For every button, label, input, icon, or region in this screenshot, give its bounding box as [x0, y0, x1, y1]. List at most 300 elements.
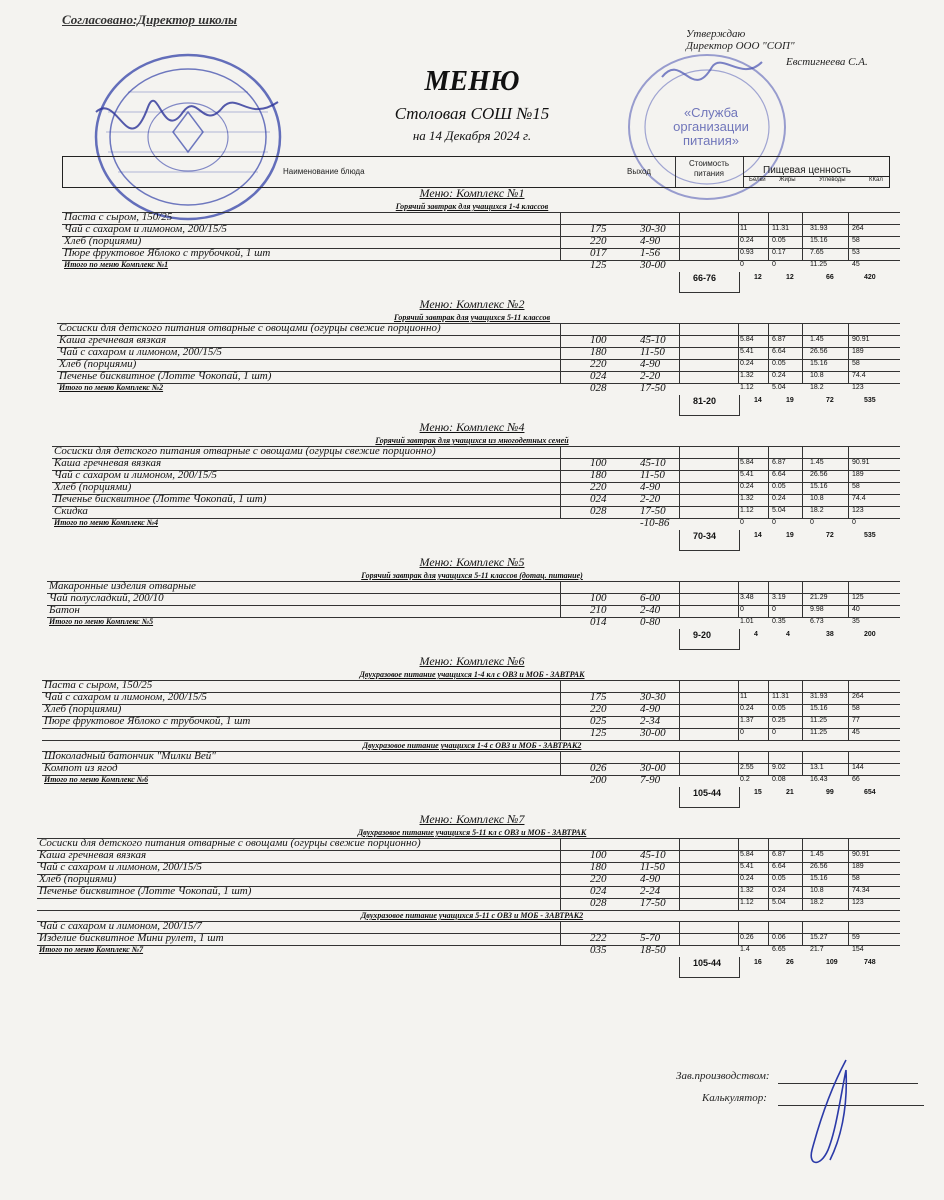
dish-proteins: 0.24	[740, 705, 754, 712]
table-row	[52, 495, 900, 507]
total-fats: 4	[786, 631, 790, 638]
column-divider	[679, 581, 680, 618]
dish-carbs: 1.45	[810, 336, 824, 343]
complex-total-label: Итого по меню Комплекс №7	[39, 945, 144, 954]
dish-output: 100	[590, 457, 607, 469]
dish-proteins: 1.01	[740, 618, 754, 625]
complex-subtitle: Двухразовое питание учащихся 5-11 кл с ОВЗ и МОБ - ЗАВТРАК	[357, 828, 587, 837]
dish-fats: 0.05	[772, 360, 786, 367]
dish-carbs: 0	[810, 519, 814, 526]
dish-name: Хлеб (порциями)	[54, 481, 132, 493]
dish-cost: 11-50	[640, 346, 665, 358]
dish-cost: 5-70	[640, 932, 661, 944]
dish-fats: 11.31	[772, 225, 789, 232]
dish-proteins: 0	[740, 606, 744, 613]
dish-cost: 1-56	[640, 247, 661, 259]
total-carbs: 66	[826, 274, 834, 281]
dish-carbs: 16.43	[810, 776, 828, 783]
table-row	[57, 324, 900, 336]
column-divider	[802, 212, 803, 261]
dish-name: Чай с сахаром и лимоном, 200/15/5	[39, 861, 202, 873]
dish-cost: 17-50	[640, 382, 666, 394]
dish-output: 220	[590, 703, 607, 715]
dish-proteins: 0.26	[740, 934, 754, 941]
column-divider	[679, 921, 680, 946]
total-carbs: 38	[826, 631, 834, 638]
totals-row	[679, 958, 900, 970]
table-row	[540, 384, 900, 395]
total-cost: 105-44	[693, 788, 722, 798]
dish-fats: 0.05	[772, 875, 786, 882]
dish-output: 220	[590, 235, 607, 247]
calculator-label: Калькулятор:	[702, 1092, 767, 1104]
dish-kcal: 189	[852, 348, 864, 355]
dish-name: Печенье бисквитное (Лотте Чокопай, 1 шт)	[39, 885, 252, 897]
dish-fats: 6.65	[772, 946, 786, 953]
total-kcal: 420	[864, 274, 876, 281]
column-divider	[848, 446, 849, 519]
total-fats: 12	[786, 274, 794, 281]
column-divider	[768, 921, 769, 946]
dish-name: Пюре фруктовое Яблоко с трубочкой, 1 шт	[44, 715, 251, 727]
dish-kcal: 77	[852, 717, 860, 724]
dish-fats: 0.24	[772, 495, 786, 502]
column-divider	[679, 751, 680, 776]
dish-name: Батон	[49, 604, 80, 616]
header-fats: Жиры	[779, 177, 796, 183]
dish-proteins: 0	[740, 729, 744, 736]
table-row	[37, 887, 900, 899]
dish-cost: 11-50	[640, 469, 665, 481]
complex-title: Меню: Комплекс №7	[419, 812, 525, 826]
table-row	[62, 249, 900, 261]
dish-name: Чай с сахаром и лимоном, 200/15/5	[59, 346, 222, 358]
dish-proteins: 5.84	[740, 459, 754, 466]
complex-title: Меню: Комплекс №1	[419, 186, 525, 200]
column-divider	[768, 751, 769, 776]
dish-kcal: 125	[852, 594, 864, 601]
total-carbs: 99	[826, 789, 834, 796]
table-row	[47, 582, 900, 594]
dish-kcal: 74.34	[852, 887, 870, 894]
page-subtitle: Столовая СОШ №15	[394, 104, 550, 123]
dish-proteins: 5.41	[740, 471, 754, 478]
dish-proteins: 0.24	[740, 875, 754, 882]
column-divider	[679, 446, 680, 519]
dish-output: 028	[590, 505, 607, 517]
dish-fats: 6.64	[772, 348, 786, 355]
dish-output: 200	[590, 774, 607, 786]
dish-output: 024	[590, 370, 607, 382]
table-row	[42, 752, 900, 764]
dish-carbs: 10.8	[810, 887, 824, 894]
column-divider	[802, 680, 803, 741]
table-row	[540, 776, 900, 787]
column-divider	[802, 446, 803, 519]
dish-carbs: 15.16	[810, 360, 828, 367]
total-cost: 81-20	[693, 396, 717, 406]
complex-total-label: Итого по меню Комплекс №2	[59, 383, 164, 392]
dish-fats: 6.87	[772, 851, 786, 858]
dish-fats: 0.05	[772, 483, 786, 490]
dish-fats: 0	[772, 261, 776, 268]
dish-cost: 2-40	[640, 604, 661, 616]
table-row	[47, 606, 900, 618]
dish-cost: 45-10	[640, 457, 666, 469]
dish-cost: 30-00	[640, 762, 666, 774]
table-row	[57, 348, 900, 360]
dish-carbs: 15.16	[810, 875, 828, 882]
column-divider	[802, 921, 803, 946]
table-row	[42, 764, 900, 776]
dish-carbs: 18.2	[810, 507, 824, 514]
dish-name: Изделие бисквитное Мини рулет, 1 шт	[39, 932, 224, 944]
total-cost: 66-76	[693, 273, 717, 283]
table-row	[52, 447, 900, 459]
total-cost: 9-20	[693, 630, 712, 640]
dish-output: 014	[590, 616, 607, 628]
total-proteins: 15	[754, 789, 762, 796]
dish-kcal: 45	[852, 729, 860, 736]
production-label: Зав.производством:	[676, 1070, 770, 1082]
dish-carbs: 15.16	[810, 237, 828, 244]
dish-kcal: 264	[852, 693, 864, 700]
table-row	[47, 594, 900, 606]
table-row	[540, 261, 900, 272]
dish-output: 100	[590, 849, 607, 861]
dish-name: Хлеб (порциями)	[59, 358, 137, 370]
dish-fats: 6.87	[772, 459, 786, 466]
column-divider	[848, 751, 849, 776]
column-divider	[738, 581, 739, 618]
totals-row	[679, 630, 900, 642]
dish-name: Паста с сыром, 150/25	[64, 211, 173, 223]
dish-kcal: 45	[852, 261, 860, 268]
dish-proteins: 0.2	[740, 776, 750, 783]
dish-name: Макаронные изделия отварные	[49, 580, 196, 592]
dish-fats: 0	[772, 729, 776, 736]
dish-fats: 0.05	[772, 705, 786, 712]
complex-total-label: Итого по меню Комплекс №1	[64, 260, 169, 269]
column-divider	[848, 323, 849, 384]
total-proteins: 16	[754, 959, 762, 966]
dish-cost: 4-90	[640, 235, 661, 247]
column-divider	[768, 323, 769, 384]
dish-fats: 0.24	[772, 372, 786, 379]
dish-carbs: 15.27	[810, 934, 828, 941]
total-fats: 19	[786, 397, 794, 404]
dish-cost: 30-30	[640, 223, 666, 235]
dish-carbs: 26.56	[810, 471, 828, 478]
dish-name: Печенье бисквитное (Лотте Чокопай, 1 шт)	[59, 370, 272, 382]
dish-cost: 6-00	[640, 592, 661, 604]
dish-kcal: 58	[852, 875, 860, 882]
dish-carbs: 15.16	[810, 483, 828, 490]
totals-row	[679, 273, 900, 285]
stamp-line-3: питания»	[682, 133, 740, 148]
dish-carbs: 11.25	[810, 717, 827, 724]
dish-name: Хлеб (порциями)	[44, 703, 122, 715]
header-nutrition: Пищевая ценность	[763, 165, 851, 176]
total-fats: 21	[786, 789, 794, 796]
column-divider	[768, 446, 769, 519]
dish-output: 175	[590, 223, 607, 235]
complex-subtitle: Горячий завтрак для учащихся 5-11 классов	[393, 313, 551, 322]
column-divider	[802, 323, 803, 384]
header-dish: Наименование блюда	[283, 167, 365, 176]
total-carbs: 109	[826, 959, 838, 966]
column-divider	[560, 751, 561, 776]
dish-proteins: 5.41	[740, 348, 754, 355]
dish-name: Хлеб (порциями)	[64, 235, 142, 247]
total-proteins: 4	[754, 631, 758, 638]
dish-carbs: 15.16	[810, 705, 828, 712]
table-row	[42, 729, 900, 741]
dish-carbs: 13.1	[810, 764, 824, 771]
dish-cost: 17-50	[640, 897, 666, 909]
column-divider	[738, 751, 739, 776]
dish-output: 028	[590, 382, 607, 394]
column-divider	[848, 680, 849, 741]
dish-fats: 0.05	[772, 237, 786, 244]
header-output: Выход	[627, 167, 651, 176]
dish-output: 100	[590, 592, 607, 604]
column-divider	[738, 446, 739, 519]
dish-proteins: 0.93	[740, 249, 754, 256]
dish-carbs: 1.45	[810, 459, 824, 466]
column-divider	[802, 581, 803, 618]
dish-cost: -10-86	[640, 517, 670, 529]
table-row	[37, 863, 900, 875]
complex-subtitle: Горячий завтрак для учащихся 1-4 классов	[395, 202, 549, 211]
column-divider	[738, 838, 739, 911]
dish-cost: 11-50	[640, 861, 665, 873]
table-row	[42, 693, 900, 705]
column-divider	[560, 680, 561, 741]
dish-proteins: 5.41	[740, 863, 754, 870]
dish-output: 175	[590, 691, 607, 703]
column-divider	[560, 921, 561, 946]
column-divider	[768, 212, 769, 261]
column-divider	[560, 581, 561, 618]
dish-output: 017	[590, 247, 607, 259]
column-divider	[679, 212, 680, 261]
dish-fats: 9.02	[772, 764, 786, 771]
dish-proteins: 11	[740, 693, 748, 700]
column-divider	[768, 680, 769, 741]
dish-kcal: 90.91	[852, 851, 870, 858]
dish-proteins: 1.32	[740, 887, 754, 894]
dish-kcal: 58	[852, 237, 860, 244]
column-divider	[560, 323, 561, 384]
total-fats: 26	[786, 959, 794, 966]
dish-carbs: 10.8	[810, 495, 824, 502]
complex-title: Меню: Комплекс №5	[419, 555, 525, 569]
dish-name: Шоколадный батончик "Милки Вей"	[44, 750, 216, 762]
column-divider	[738, 921, 739, 946]
dish-fats: 6.87	[772, 336, 786, 343]
dish-output: 125	[590, 727, 607, 739]
dish-name: Чай с сахаром и лимоном, 200/15/5	[44, 691, 207, 703]
dish-proteins: 0	[740, 519, 744, 526]
total-proteins: 14	[754, 397, 762, 404]
table-row	[540, 946, 900, 957]
dish-cost: 2-24	[640, 885, 661, 897]
dish-name: Паста с сыром, 150/25	[44, 679, 153, 691]
table-row	[62, 225, 900, 237]
dish-name: Сосиски для детского питания отварные с овощами (огурцы свежие порционно)	[54, 445, 436, 457]
dish-kcal: 58	[852, 705, 860, 712]
dish-carbs: 26.56	[810, 863, 828, 870]
table-row	[57, 372, 900, 384]
dish-proteins: 11	[740, 225, 748, 232]
dish-proteins: 0.24	[740, 360, 754, 367]
complex-subtitle: Горячий завтрак для учащихся из многодетных семей	[375, 436, 569, 445]
complex-total-label: Итого по меню Комплекс №6	[44, 775, 149, 784]
dish-output: 180	[590, 469, 607, 481]
dish-cost: 4-90	[640, 703, 661, 715]
dish-carbs: 31.93	[810, 225, 828, 232]
dish-name: Скидка	[54, 505, 88, 517]
total-carbs: 72	[826, 397, 834, 404]
column-divider	[560, 446, 561, 519]
complex-total-label: Итого по меню Комплекс №4	[54, 518, 159, 527]
dish-proteins: 1.37	[740, 717, 754, 724]
dish-proteins: 1.12	[740, 507, 754, 514]
dish-cost: 45-10	[640, 849, 666, 861]
dish-carbs: 6.73	[810, 618, 824, 625]
page-title: МЕНЮ	[424, 66, 520, 97]
dish-kcal: 0	[852, 519, 856, 526]
dish-kcal: 154	[852, 946, 864, 953]
total-cost: 105-44	[693, 958, 722, 968]
dish-output: 024	[590, 493, 607, 505]
dish-kcal: 123	[852, 384, 864, 391]
dish-carbs: 7.65	[810, 249, 824, 256]
dish-proteins: 0.24	[740, 237, 754, 244]
dish-fats: 3.19	[772, 594, 786, 601]
dish-carbs: 18.2	[810, 384, 824, 391]
dish-kcal: 35	[852, 618, 860, 625]
dish-carbs: 11.25	[810, 261, 827, 268]
dish-output: 220	[590, 873, 607, 885]
menu-date: на 14 Декабря 2024 г.	[412, 128, 532, 143]
dish-cost: 0-80	[640, 616, 661, 628]
dish-fats: 0	[772, 519, 776, 526]
dish-kcal: 58	[852, 483, 860, 490]
dish-carbs: 26.56	[810, 348, 828, 355]
dish-fats: 5.04	[772, 899, 786, 906]
dish-kcal: 90.91	[852, 459, 870, 466]
dish-output: 180	[590, 861, 607, 873]
dish-proteins: 1.12	[740, 384, 754, 391]
table-row	[37, 899, 900, 911]
totals-row	[679, 396, 900, 408]
total-kcal: 535	[864, 532, 876, 539]
dish-fats: 0.08	[772, 776, 786, 783]
dish-proteins: 1.32	[740, 372, 754, 379]
total-proteins: 14	[754, 532, 762, 539]
dish-proteins: 1.12	[740, 899, 754, 906]
stamp-line-1: «Служба	[683, 105, 739, 120]
dish-cost: 17-50	[640, 505, 666, 517]
dish-name: Сосиски для детского питания отварные с овощами (огурцы свежие порционно)	[59, 322, 441, 334]
column-divider	[738, 680, 739, 741]
dish-fats: 6.64	[772, 471, 786, 478]
column-divider	[802, 751, 803, 776]
total-kcal: 748	[864, 959, 876, 966]
header-cost: Стоимость питания	[688, 159, 730, 178]
dish-fats: 6.64	[772, 863, 786, 870]
column-divider	[848, 921, 849, 946]
dish-proteins: 1.4	[740, 946, 750, 953]
column-divider	[679, 838, 680, 911]
dish-name: Чай с сахаром и лимоном, 200/15/5	[64, 223, 227, 235]
column-divider	[738, 323, 739, 384]
column-divider	[560, 838, 561, 911]
dish-output: 222	[590, 932, 607, 944]
complex-total-label: Итого по меню Комплекс №5	[49, 617, 154, 626]
dish-cost: 4-90	[640, 358, 661, 370]
dish-fats: 0.35	[772, 618, 786, 625]
column-divider	[738, 212, 739, 261]
total-carbs: 72	[826, 532, 834, 539]
total-kcal: 535	[864, 397, 876, 404]
total-proteins: 12	[754, 274, 762, 281]
table-row	[37, 839, 900, 851]
dish-carbs: 11.25	[810, 729, 827, 736]
dish-carbs: 21.7	[810, 946, 824, 953]
dish-output: 025	[590, 715, 607, 727]
total-cost: 70-34	[693, 531, 717, 541]
dish-output: 220	[590, 358, 607, 370]
dish-fats: 0.25	[772, 717, 786, 724]
dish-fats: 0.06	[772, 934, 786, 941]
approve-name: Евстигнеева С.А.	[786, 56, 868, 68]
dish-proteins: 0	[740, 261, 744, 268]
dish-proteins: 5.84	[740, 336, 754, 343]
dish-carbs: 10.8	[810, 372, 824, 379]
dish-kcal: 264	[852, 225, 864, 232]
complex-title: Меню: Комплекс №2	[419, 297, 525, 311]
approve-word: Утверждаю	[686, 28, 746, 40]
dish-kcal: 144	[852, 764, 864, 771]
dish-name: Чай полусладкий, 200/10	[49, 592, 164, 604]
column-divider	[768, 838, 769, 911]
dish-kcal: 123	[852, 507, 864, 514]
dish-proteins: 3.48	[740, 594, 754, 601]
stamp-line-2: организации	[673, 119, 749, 134]
table-row	[540, 519, 900, 530]
dish-output: 028	[590, 897, 607, 909]
dish-name: Чай с сахаром и лимоном, 200/15/7	[39, 920, 202, 932]
dish-output: 035	[590, 944, 607, 956]
dish-kcal: 40	[852, 606, 860, 613]
dish-cost: 2-20	[640, 493, 661, 505]
total-kcal: 654	[864, 789, 876, 796]
dish-kcal: 123	[852, 899, 864, 906]
dish-carbs: 18.2	[810, 899, 824, 906]
dish-fats: 0.17	[772, 249, 786, 256]
dish-kcal: 189	[852, 863, 864, 870]
dish-kcal: 189	[852, 471, 864, 478]
complex-title: Меню: Комплекс №4	[419, 420, 525, 434]
dish-name: Каша гречневая вязкая	[54, 457, 162, 469]
dish-carbs: 9.98	[810, 606, 824, 613]
column-divider	[848, 838, 849, 911]
dish-kcal: 58	[852, 360, 860, 367]
totals-row	[679, 788, 900, 800]
